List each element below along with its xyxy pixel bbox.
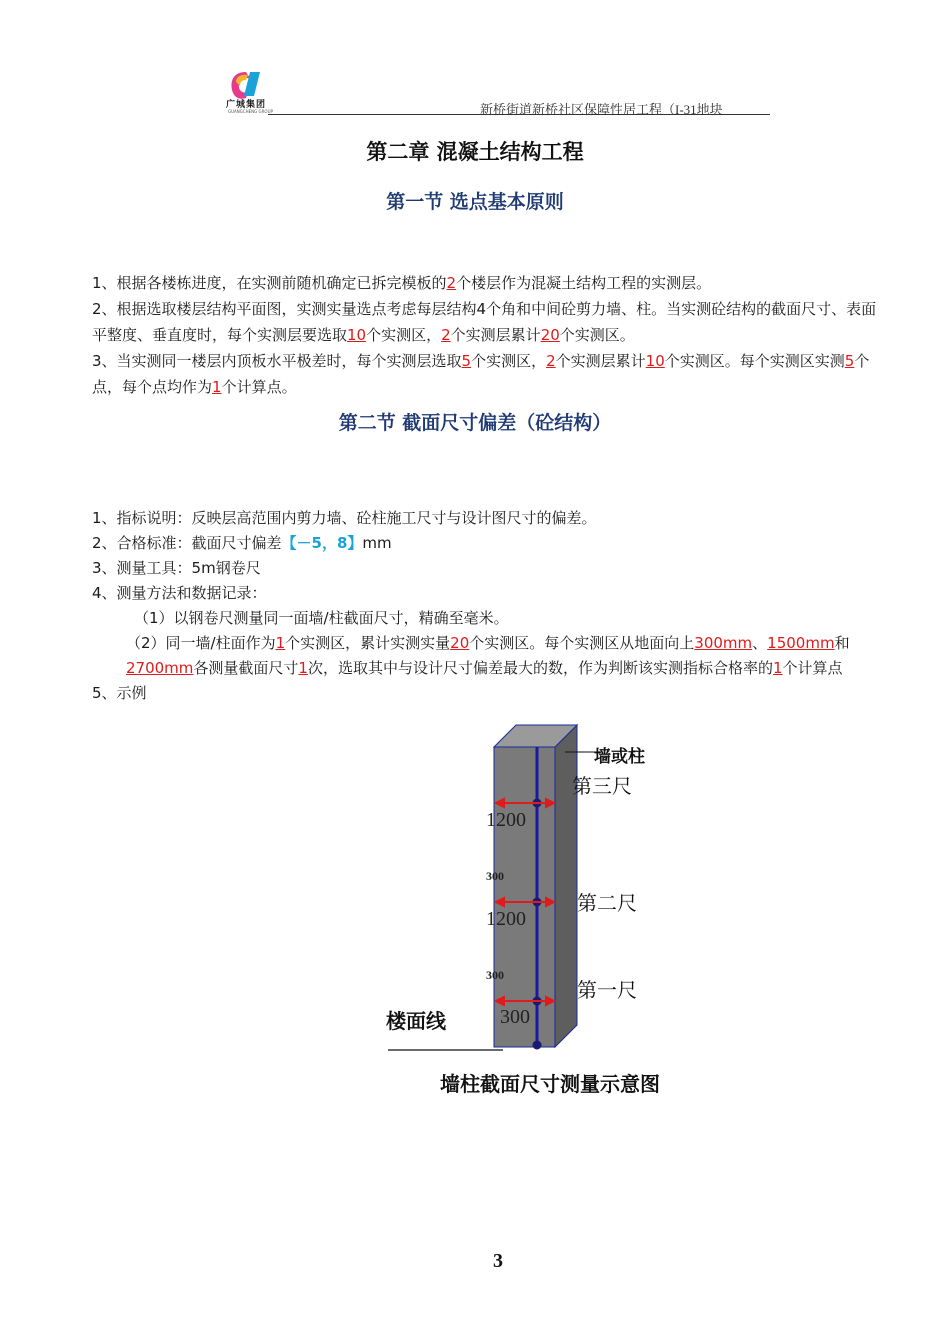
dim-gap-1: 300: [486, 869, 504, 883]
logo-text: 广城集团: [226, 100, 267, 110]
section2-item-5: 5、示例: [92, 684, 147, 702]
chapter-title: 第二章 混凝土结构工程: [366, 140, 584, 164]
section2-item-3: 3、测量工具：5m钢卷尺: [92, 559, 261, 577]
dim-gap-2: 300: [486, 968, 504, 982]
logo-subtext: GUANGCHENG GROUP: [228, 109, 273, 114]
label-second-measure: 第二尺: [577, 891, 637, 915]
label-floor-line: 楼面线: [386, 1009, 446, 1033]
section2-sub-1: （1）以钢卷尺测量同一面墙/柱截面尺寸，精确至毫米。: [134, 609, 509, 627]
header-project-name: 新桥街道新桥社区保障性居工程（I-31地块: [480, 102, 723, 117]
measure-point-floor: [533, 1041, 542, 1050]
label-first-measure: 第一尺: [577, 978, 637, 1002]
section2-item-1: 1、指标说明：反映层高范围内剪力墙、砼柱施工尺寸与设计图尺寸的偏差。: [92, 509, 597, 527]
section2-item-4: 4、测量方法和数据记录：: [92, 584, 267, 602]
section2-sub-2: （2）同一墙/柱面作为1个实测区，累计实测实量20个实测区。每个实测区从地面向上300mm、1500mm和2700mm各测量截面尺寸1次，选取其中与设计尺寸偏差最大的数，作为判断该实测指标合格率的1个计算点: [126, 634, 850, 677]
dim-mid: 1200: [486, 908, 526, 930]
section2-title: 第二节 截面尺寸偏差（砼结构）: [338, 412, 612, 434]
section1-item-3: 3、当实测同一楼层内顶板水平极差时，每个实测层选取5个实测区，2个实测层累计10个实测区。每个实测区实测5个点，每个点均作为1个计算点。: [92, 352, 870, 396]
section1-item-1: 1、根据各楼栋进度，在实测前随机确定已拆完模板的2个楼层作为混凝土结构工程的实测层。: [92, 274, 712, 292]
dim-top: 1200: [486, 809, 526, 831]
dim-bottom: 300: [500, 1006, 530, 1028]
label-wall-or-column: 墙或柱: [594, 747, 645, 767]
diagram-caption: 墙柱截面尺寸测量示意图: [440, 1072, 660, 1096]
section1-item-2: 2、根据选取楼层结构平面图，实测实量选点考虑每层结构4个角和中间砼剪力墙、柱。当实测砼结构的截面尺寸、表面平整度、垂直度时，每个实测层要选取10个实测区，2个实测层累计20个实测区。: [92, 300, 877, 344]
section1-title: 第一节 选点基本原则: [386, 191, 564, 213]
section2-item-2: 2、合格标准：截面尺寸偏差【－5，8】mm: [92, 534, 392, 552]
page-number: 3: [493, 1250, 503, 1272]
label-third-measure: 第三尺: [572, 774, 632, 798]
